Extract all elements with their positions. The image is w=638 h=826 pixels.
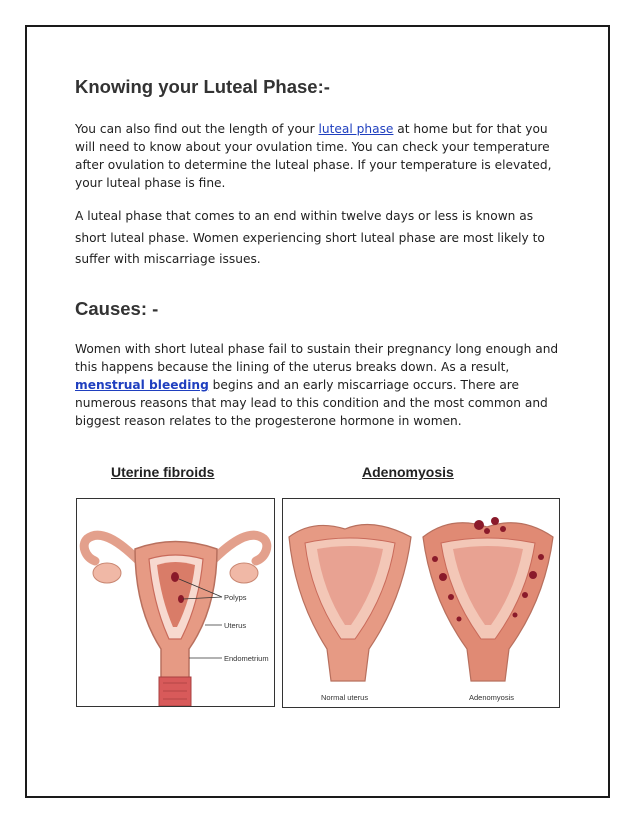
text: Women with short luteal phase fail to sustain their pregnancy long enough and this happens because the lining of the uterus breaks down. As a result,: [75, 342, 559, 374]
luteal-phase-paragraph-2: A luteal phase that comes to an end within twelve days or less is known as short luteal phase. Women experiencing short luteal phase are most likely to suffer with miscarriage issues.: [75, 209, 545, 266]
adenomyosis-figure: [282, 498, 560, 708]
adenomyosis-illustration: [283, 499, 559, 707]
fibroids-caption: Uterine fibroids: [111, 464, 215, 480]
luteal-phase-paragraph-1: [75, 120, 565, 192]
text: at home but for that you will need to know about your ovulation time. You can check your temperature after ovulation to determine the luteal phase. If your temperature is elevated, your luteal phase is fine.: [75, 122, 552, 190]
text: begins and an early miscarriage occurs. There are numerous reasons that may lead to this condition and the most common and biggest reason relates to the progesterone hormone in women.: [75, 378, 548, 428]
polyps-label: Polyps: [224, 593, 247, 602]
fibroids-figure: [76, 498, 275, 707]
luteal-phase-heading: Knowing your Luteal Phase:-: [75, 76, 330, 97]
causes-heading: Causes: -: [75, 298, 159, 319]
uterus-label: Uterus: [224, 621, 247, 630]
adenomyosis-caption: Adenomyosis: [362, 464, 454, 480]
luteal-phase-link[interactable]: luteal phase: [318, 122, 394, 136]
menstrual-bleeding-link[interactable]: menstrual bleeding: [75, 378, 209, 392]
normal-uterus-label: Normal uterus: [321, 693, 369, 702]
polyp-1: [171, 572, 179, 582]
causes-paragraph: [75, 340, 565, 430]
adenomyosis-label: Adenomyosis: [469, 693, 515, 702]
fibroids-illustration: [77, 499, 274, 706]
endometrium-label: Endometrium: [224, 654, 269, 663]
text: You can also find out the length of your: [75, 122, 319, 136]
